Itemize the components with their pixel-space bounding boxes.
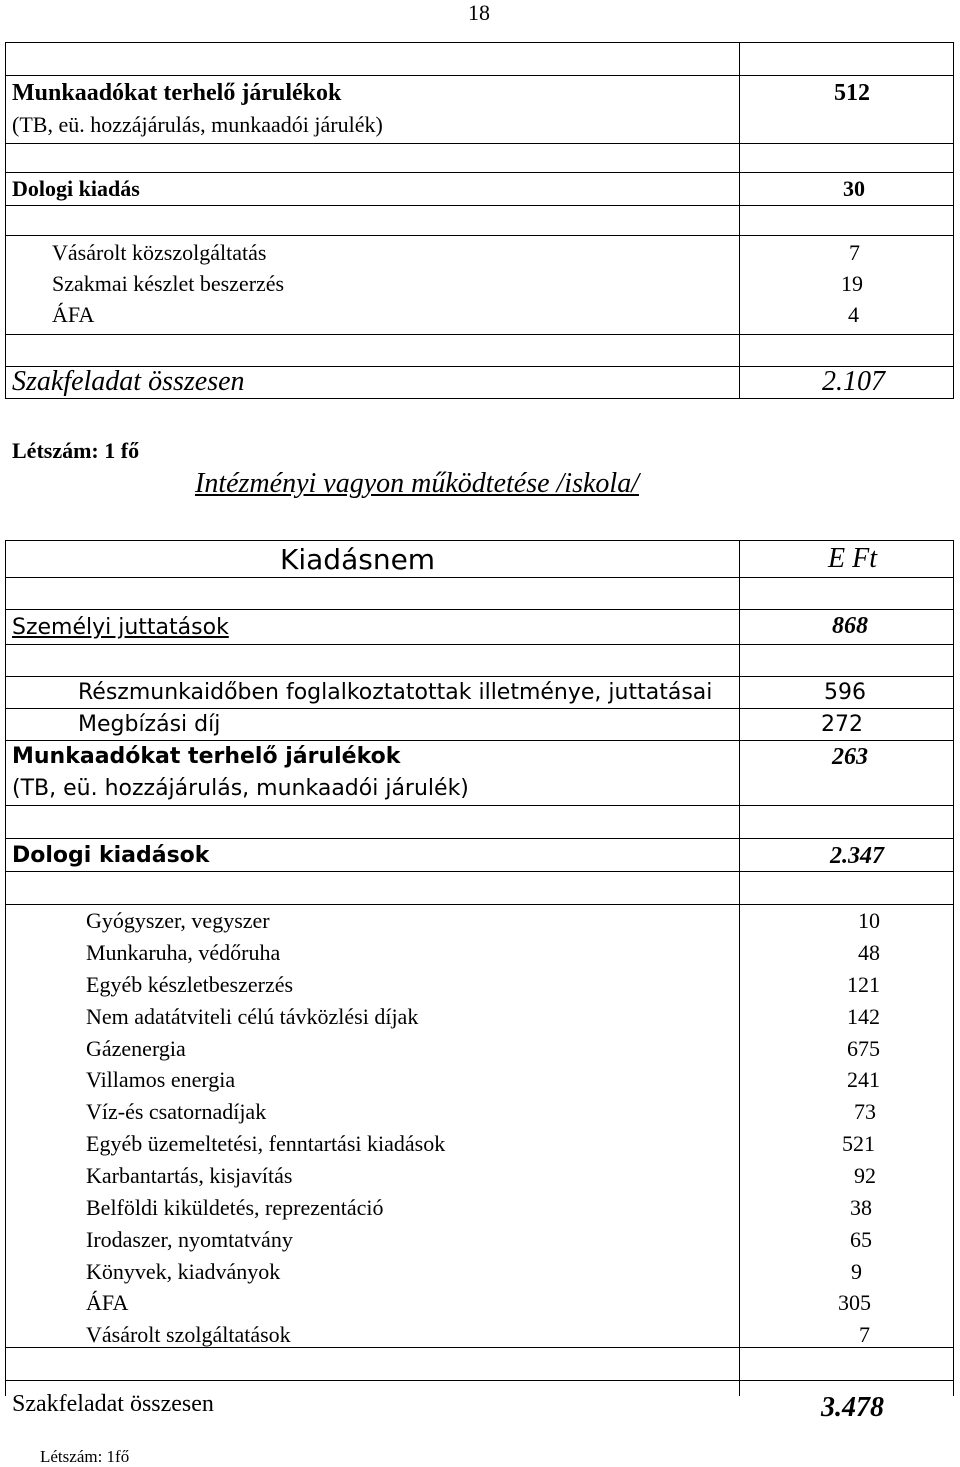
- material-item-value: 92: [854, 1163, 876, 1188]
- material-item-label: ÁFA: [86, 1290, 129, 1315]
- row-total-label: Szakfeladat összesen: [12, 366, 245, 397]
- row-material-label: Dologi kiadás: [12, 176, 140, 201]
- material-item-value: 305: [838, 1290, 871, 1315]
- material-item-label: Irodaszer, nyomtatvány: [86, 1227, 293, 1252]
- header-kiadasnem: Kiadásnem: [280, 543, 436, 576]
- headcount-bottom: Létszám: 1fő: [40, 1447, 130, 1466]
- material-item-value: 9: [851, 1259, 862, 1284]
- material-item-label: Vásárolt szolgáltatások: [86, 1322, 291, 1347]
- material-item-label: Munkaruha, védőruha: [86, 940, 281, 965]
- personal-item-label: Megbízási díj: [78, 712, 221, 737]
- row-item-value: 7: [849, 240, 860, 265]
- material-value: 2.347: [830, 843, 884, 869]
- row-item-value: 4: [848, 302, 859, 327]
- contrib-value: 263: [832, 744, 868, 770]
- row-item-label: Szakmai készlet beszerzés: [52, 271, 285, 296]
- material-item-label: Gyógyszer, vegyszer: [86, 908, 270, 933]
- material-item-value: 65: [850, 1227, 872, 1252]
- material-item-value: 7: [859, 1322, 870, 1347]
- row-contrib-value: 512: [834, 80, 870, 106]
- row-contrib-note: (TB, eü. hozzájárulás, munkaadói járulék): [12, 112, 383, 137]
- material-item-label: Villamos energia: [86, 1067, 236, 1092]
- material-item-value: 73: [854, 1099, 876, 1124]
- material-item-label: Víz-és csatornadíjak: [86, 1099, 267, 1124]
- material-label: Dologi kiadások: [12, 843, 210, 868]
- material-item-value: 10: [858, 908, 880, 933]
- contrib-note: (TB, eü. hozzájárulás, munkaadói járulék): [12, 776, 469, 801]
- personal-item-value: 272: [821, 712, 863, 737]
- material-item-value: 48: [858, 940, 880, 965]
- material-item-label: Karbantartás, kisjavítás: [86, 1163, 293, 1188]
- total-label: Szakfeladat összesen: [12, 1391, 214, 1417]
- row-item-value: 19: [841, 271, 863, 296]
- row-item-label: Vásárolt közszolgáltatás: [52, 240, 267, 265]
- material-item-value: 121: [847, 972, 880, 997]
- material-item-label: Gázenergia: [86, 1036, 186, 1061]
- row-total-value: 2.107: [822, 366, 885, 397]
- material-item-value: 142: [847, 1004, 880, 1029]
- material-item-label: Nem adatátviteli célú távközlési díjak: [86, 1004, 419, 1029]
- page-number: 18: [468, 0, 490, 25]
- personal-item-label: Részmunkaidőben foglalkoztatottak illetménye, juttatásai: [78, 680, 713, 705]
- total-value: 3.478: [821, 1392, 884, 1423]
- row-material-value: 30: [843, 176, 865, 201]
- material-item-value: 521: [842, 1131, 875, 1156]
- personal-item-value: 596: [824, 680, 866, 705]
- personal-value: 868: [832, 613, 868, 639]
- section-title: Intézményi vagyon működtetése /iskola/: [195, 468, 639, 499]
- headcount-top: Létszám: 1 fő: [12, 438, 140, 463]
- material-item-label: Belföldi kiküldetés, reprezentáció: [86, 1195, 384, 1220]
- material-item-value: 38: [850, 1195, 872, 1220]
- header-eft: E Ft: [828, 543, 877, 574]
- material-item-label: Egyéb készletbeszerzés: [86, 972, 294, 997]
- material-item-value: 675: [847, 1036, 880, 1061]
- personal-label: Személyi juttatások: [12, 615, 229, 640]
- row-item-label: ÁFA: [52, 302, 95, 327]
- row-contrib-label: Munkaadókat terhelő járulékok: [12, 80, 342, 106]
- material-item-value: 241: [847, 1067, 880, 1092]
- material-item-label: Könyvek, kiadványok: [86, 1259, 281, 1284]
- material-item-label: Egyéb üzemeltetési, fenntartási kiadások: [86, 1131, 446, 1156]
- contrib-label: Munkaadókat terhelő járulékok: [12, 744, 401, 769]
